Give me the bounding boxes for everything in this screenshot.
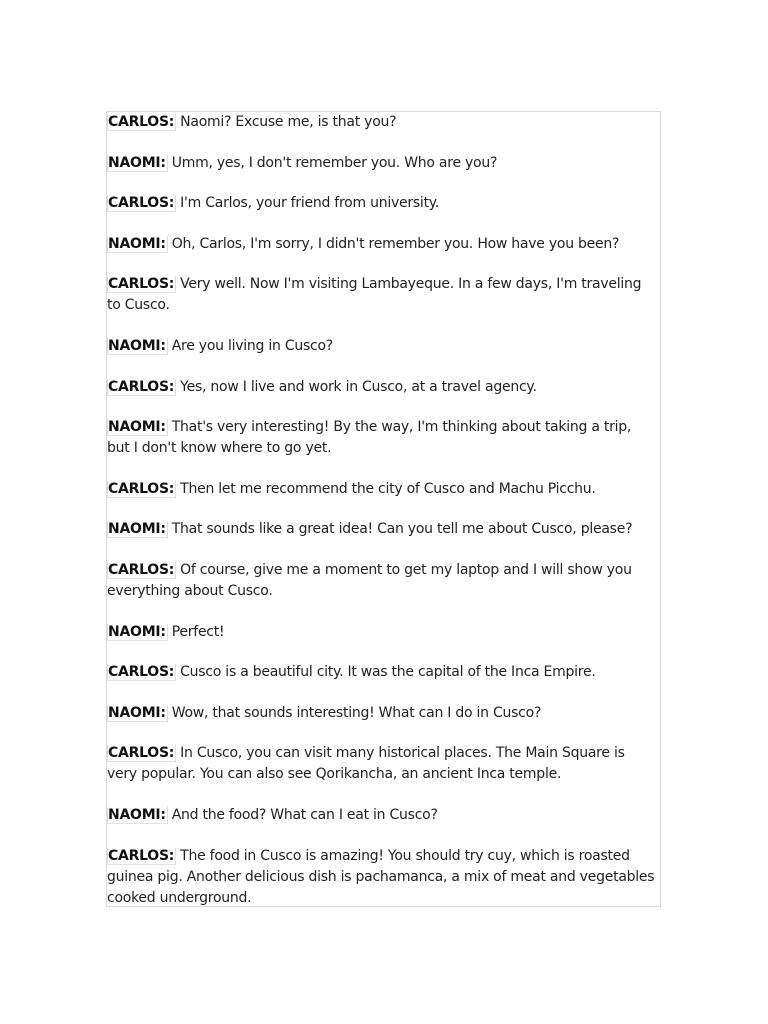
speaker-label: NAOMI: — [108, 235, 166, 252]
dialogue-text: Cusco is a beautiful city. It was the capital of the Inca Empire. — [180, 664, 596, 681]
dialogue-line — [107, 846, 655, 909]
dialogue-line — [107, 234, 655, 255]
speaker-label: CARLOS: — [108, 378, 175, 395]
dialogue-line — [107, 703, 655, 724]
dialogue-text: The food in Cusco is amazing! You should try cuy, which is roasted guinea pig. Another delicious dish is pachamanca, a mix of meat and vegetables cooked underground. — [107, 847, 655, 906]
speaker-label: NAOMI: — [108, 419, 166, 436]
dialogue-line — [107, 560, 655, 602]
dialogue-text: That sounds like a great idea! Can you tell me about Cusco, please? — [171, 521, 633, 538]
speaker-label: NAOMI: — [108, 623, 166, 640]
dialogue-text: Yes, now I live and work in Cusco, at a travel agency. — [180, 378, 537, 395]
dialogue-text: Perfect! — [171, 623, 225, 640]
dialogue-line — [107, 417, 655, 459]
speaker-label: NAOMI: — [108, 521, 166, 538]
dialogue-text: Of course, give me a moment to get my laptop and I will show you everything about Cusco. — [107, 561, 632, 599]
dialogue-text: I'm Carlos, your friend from university. — [180, 195, 440, 212]
dialogue-line — [107, 622, 655, 643]
dialogue-text: Wow, that sounds interesting! What can I do in Cusco? — [171, 704, 542, 721]
dialogue-text: Oh, Carlos, I'm sorry, I didn't remember you. How have you been? — [171, 235, 620, 252]
speaker-label: CARLOS: — [108, 664, 175, 681]
dialogue-line — [107, 274, 655, 316]
dialogue-text: Very well. Now I'm visiting Lambayeque. In a few days, I'm traveling to Cusco. — [107, 276, 642, 314]
dialogue-line — [107, 153, 655, 174]
speaker-label: CARLOS: — [108, 745, 175, 762]
speaker-label: CARLOS: — [108, 195, 175, 212]
dialogue-line — [107, 519, 655, 540]
speaker-label: CARLOS: — [108, 847, 175, 864]
speaker-label: NAOMI: — [108, 154, 166, 171]
dialogue-text: That's very interesting! By the way, I'm thinking about taking a trip, but I don't know where to go yet. — [107, 419, 632, 457]
dialogue-text: Then let me recommend the city of Cusco and Machu Picchu. — [180, 480, 596, 497]
dialogue-line — [107, 479, 655, 500]
dialogue-text: And the food? What can I eat in Cusco? — [171, 806, 438, 823]
dialogue-line — [107, 805, 655, 826]
dialogue-transcript — [107, 112, 655, 928]
speaker-label: CARLOS: — [108, 480, 175, 497]
dialogue-line — [107, 193, 655, 214]
dialogue-text: Are you living in Cusco? — [171, 337, 333, 354]
dialogue-text: Umm, yes, I don't remember you. Who are you? — [171, 154, 498, 171]
speaker-label: CARLOS: — [108, 561, 175, 578]
dialogue-line — [107, 662, 655, 683]
dialogue-line — [107, 112, 655, 133]
speaker-label: NAOMI: — [108, 704, 166, 721]
dialogue-line — [107, 743, 655, 785]
dialogue-line — [107, 336, 655, 357]
speaker-label: NAOMI: — [108, 806, 166, 823]
speaker-label: NAOMI: — [108, 337, 166, 354]
dialogue-text: Naomi? Excuse me, is that you? — [180, 114, 397, 130]
dialogue-text: In Cusco, you can visit many historical places. The Main Square is very popular. You can also see Qorikancha, an ancient Inca temple. — [107, 745, 625, 783]
speaker-label: CARLOS: — [108, 114, 175, 130]
speaker-label: CARLOS: — [108, 276, 175, 293]
dialogue-line — [107, 377, 655, 398]
